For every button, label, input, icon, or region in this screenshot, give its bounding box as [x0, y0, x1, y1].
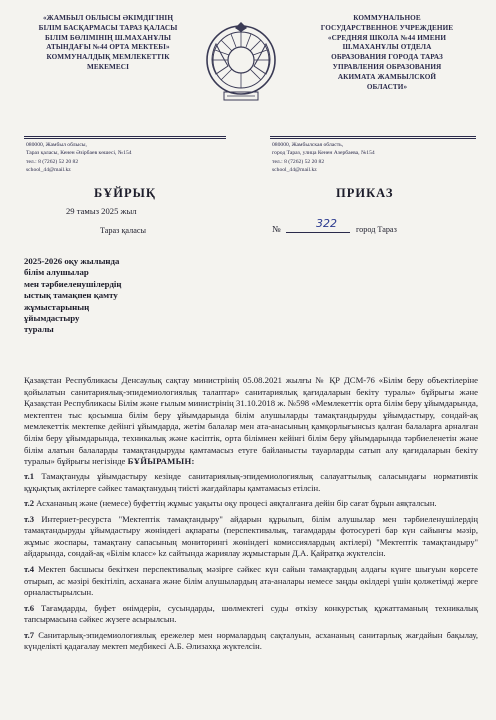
- header-divider: [270, 136, 476, 137]
- order-title-kz: БҰЙРЫҚ: [94, 186, 156, 200]
- header-left-line: БІЛІМ БАСҚАРМАСЫ ТАРАЗ ҚАЛАСЫ: [38, 23, 178, 32]
- header-left-line: МЕКЕМЕСІ: [87, 62, 129, 71]
- order-title-ru: ПРИКАЗ: [336, 186, 394, 200]
- header-divider: [24, 136, 226, 137]
- order-number-underline: [286, 232, 350, 233]
- item-text: Тамақтануды ұйымдастыру кезінде санитариялық-эпидемиологиялық салауаттылық саласындағы нормативтік құқықтық актілерге сәйкес тамақтанудың тиісті жағдайлары қамтамасыз етілсін.: [24, 471, 478, 493]
- subject-line: мен тәрбиеленушілердің: [24, 278, 122, 289]
- header-right-line: ОБРАЗОВАНИЯ ГОРОДА ТАРАЗ: [331, 53, 443, 62]
- order-item: [24, 514, 478, 560]
- header-right-line: АКИМАТА ЖАМБЫЛСКОЙ: [337, 72, 437, 81]
- subject-line: туралы: [24, 324, 54, 335]
- header-divider: [270, 138, 476, 139]
- phone-line: тел.: 8 (7262) 52 20 82: [272, 158, 325, 165]
- order-item: [24, 498, 478, 510]
- preamble-text: Қазақстан Республикасы Денсаулық сақтау министрінің 05.08.2021 жылғы № ҚР ДСМ-76 «Білім беру объектілеріне қойылатын санитариялық-эпидемиологиялық талаптар» санитариялық қағидаларын бекіту туралы» бұйрығы және Қазақстан Республикасы Білім және ғылым министрінің 31.10.2018 ж. №598 «Мемлекеттік орта білім беру ұйымдарында, мектептен тыс қосымша білім беру ұйымдарында білім алушыларды тамақтандыруды ұйымдастыру, сондай-ақ мемлекеттік мектепке дейінгі ұйымдарда, жетім балалар мен ата-анасының қамқорлығынсыз қалған балаларға арналған білім беру ұйымдарында, техникалық және кәсіптік, орта білімнен кейінгі білім беру ұйымдарында тәрбиеленетін және білім алатын балаларды тамақтандыруды қамтамасыз етуге байланысты тауарларды сатып алу қағидаларын бекіту туралы» бұйрығы негізінде: [24, 375, 478, 467]
- header-left-line: «ЖАМБЫЛ ОБЛЫСЫ ӘКІМДІГІНІҢ: [42, 14, 174, 22]
- subject-line: ұйымдастыру: [24, 313, 80, 324]
- header-left-line: КОММУНАЛДЫҚ МЕМЛЕКЕТТІК: [46, 53, 170, 62]
- order-date: 29 тамыз 2025 жыл: [66, 206, 137, 216]
- order-number-handwritten: 322: [316, 217, 337, 230]
- header-right-line: ОБЛАСТИ»: [366, 82, 408, 91]
- item-text: Интернет-ресурста "Мектептік тамақтандыру" айдарын құрылып, білім алушылар мен тәрбиеленушілердің тамақтандыруды ұйымдастыру жөніндегі ақпараты (перспективалық, тағамдарды фотосуреті бар күн сайынғы мәзір, жұмыс жоспары, тамақтану сапасының мониторингі жөніндегі комиссиялардың актілері) "Мектептік тамақтандыру" айдарында, сондай-ақ «Білім класс» kz сайтында жариялау жұмыстарын Д.А. Қайратқа жүктелсін.: [24, 513, 478, 559]
- header-right-line: ГОСУДАРСТВЕННОЕ УЧРЕЖДЕНИЕ: [320, 23, 454, 32]
- address-line: Тараз қаласы, Кенен Әзірбаев көшесі, №154: [26, 150, 132, 157]
- school-name-ru: [292, 14, 482, 92]
- address-ru: [272, 141, 476, 175]
- item-number: т.3: [24, 513, 35, 524]
- subject-line: ыстық тамақпен қамту: [24, 290, 118, 301]
- item-number: т.4: [24, 564, 35, 575]
- header-divider: [24, 138, 226, 139]
- item-number: т.2: [24, 498, 35, 509]
- preamble-paragraph: [24, 375, 478, 468]
- item-number: т.6: [24, 602, 35, 613]
- item-number: т.1: [24, 471, 35, 481]
- school-name-kz: [24, 14, 192, 73]
- address-kz: [26, 141, 226, 175]
- address-line: 080000, Жамбылская область,: [272, 142, 344, 148]
- order-items: [24, 471, 478, 657]
- email-line: school_44@mail.kz: [26, 167, 71, 174]
- item-number: т.7: [24, 629, 35, 640]
- city-ru: город Тараз: [356, 225, 397, 234]
- kazakhstan-state-emblem-icon: [202, 20, 280, 108]
- phone-line: тел.: 8 (7262) 52 20 82: [26, 158, 79, 165]
- header-right-line: УПРАВЛЕНИЯ ОБРАЗОВАНИЯ: [332, 62, 442, 71]
- header-right-line: «СРЕДНЯЯ ШКОЛА №44 ИМЕНИ: [327, 33, 447, 42]
- city-kz: Тараз қаласы: [100, 226, 146, 235]
- item-text: Асхананың және (немесе) буфеттің жұмыс уақыты оқу процесі аяқталғанға дейін бір сағат бұрын аяқталсын.: [34, 498, 437, 509]
- email-line: school_44@mail.kz: [272, 167, 317, 174]
- order-keyword: БҰЙЫРАМЫН:: [127, 456, 195, 467]
- subject-line: жұмыстарының: [24, 301, 90, 312]
- item-text: Тағамдарды, буфет өнімдерін, сусындарды, шөлмектегі суды өткізу конкурстық құжаттаманың техникалық тапсырмасына сәйкес жүзеге асырылсын.: [24, 602, 478, 625]
- order-item: [24, 603, 478, 626]
- header-right-line: Ш.МАХАНҰЛЫ ОТДЕЛА: [342, 43, 432, 52]
- item-text: Санитарлық-эпидемиологиялық ережелер мен нормалардың сақталуын, асхананың санитарлық жағдайын бақылау, күнделікті қадағалау мектеп медбикесі А.Б. Әлизахқа жүктелсін.: [24, 629, 478, 652]
- address-line: город Тараз, улица Кенен Азербаева, №154: [272, 150, 375, 157]
- order-number-label: №: [272, 224, 281, 234]
- header-left-line: АТЫНДАҒЫ №44 ОРТА МЕКТЕБІ»: [46, 43, 170, 52]
- order-item: [24, 564, 478, 599]
- item-text: Мектеп басшысы бекіткен перспективалық мәзірге сәйкес күн сайын тамақтардың алдағы күнге шығуын көрсете отырып, ас мәзірі бекітіліп, асханаға және білім алушылардың ата-аналары немесе заңды өкілдері үшін қолжетімді жерге орналастырылсын.: [24, 564, 478, 598]
- order-item: [24, 471, 478, 494]
- subject-line: білім алушылар: [24, 267, 89, 278]
- order-subject: [24, 256, 204, 336]
- header-right-line: КОММУНАЛЬНОЕ: [353, 14, 421, 22]
- address-line: 080000, Жамбыл облысы,: [26, 142, 87, 148]
- order-item: [24, 630, 478, 653]
- header-left-line: БІЛІМ БӨЛІМІНІҢ Ш.МАХАНҰЛЫ: [45, 33, 171, 42]
- subject-line: 2025-2026 оқу жылында: [24, 256, 120, 266]
